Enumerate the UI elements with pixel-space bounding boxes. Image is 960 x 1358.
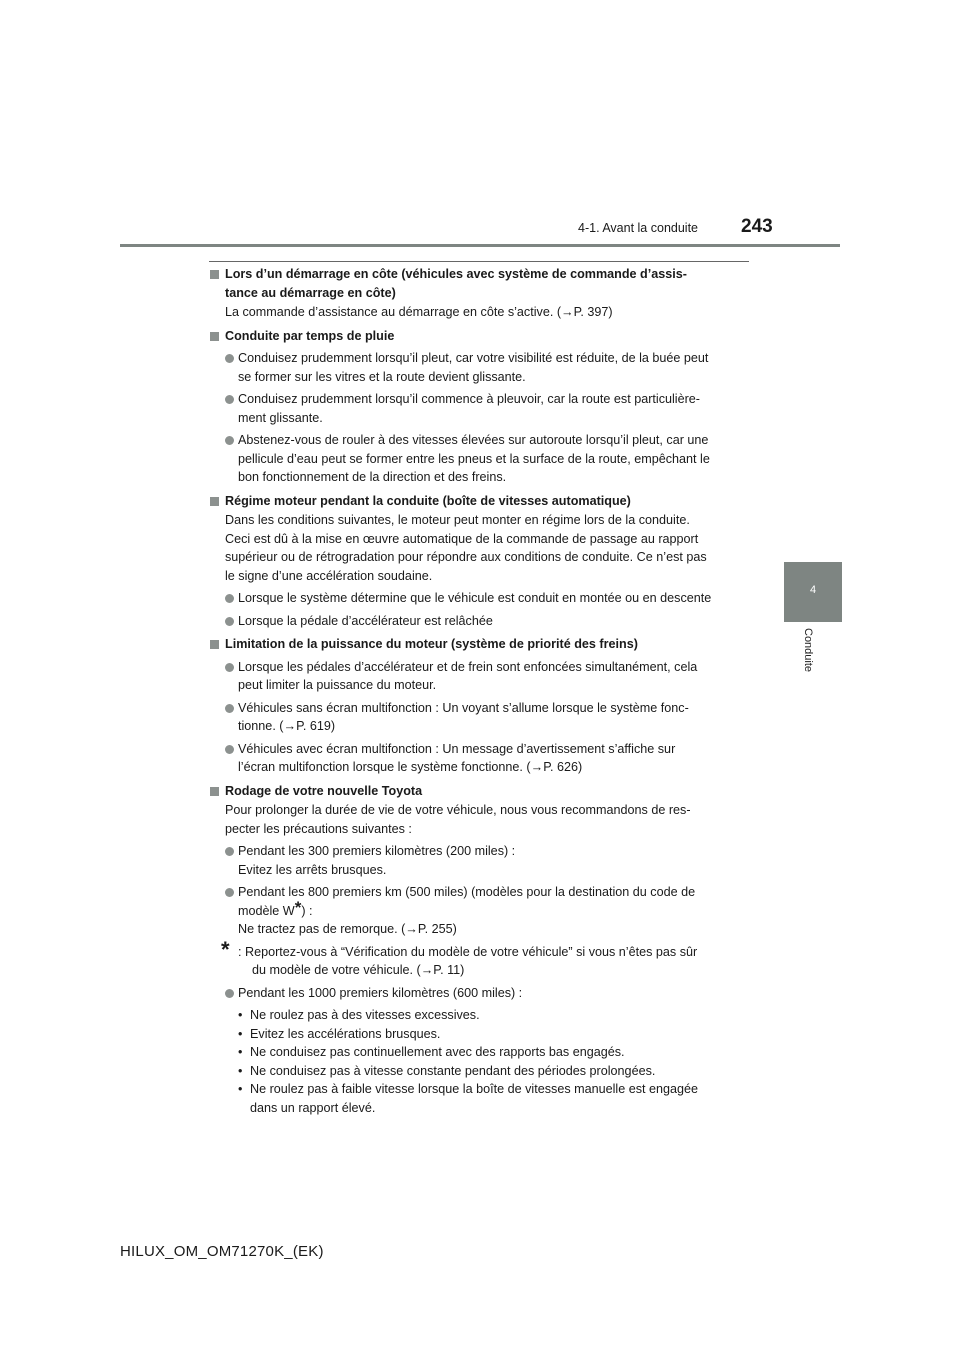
bullet-line: tionne. (→P. 619) [238,719,336,733]
bullet-item [210,740,750,777]
bullet-line: Pendant les 1000 premiers kilomètres (600 miles) : [238,985,523,1000]
bullet-line: Evitez les arrêts brusques. [238,862,387,877]
dot-marker: • [238,1026,243,1041]
round-bullet-icon [225,436,234,445]
footnote [210,936,750,980]
round-bullet-icon [225,989,234,998]
sub-list [210,1006,750,1117]
bullet-line: Véhicules avec écran multifonction : Un message d’avertissement s’affiche sur [238,741,676,756]
section-heading [210,265,750,302]
bullet-line: bon fonctionnement de la direction et des freins. [238,470,507,484]
footnote-line: du modèle de votre véhicule. (→P. 11) [252,963,465,977]
footnote-marker: * [294,897,302,917]
square-bullet-icon [210,270,219,279]
paragraph-line: La commande d’assistance au démarrage en côte s’active. (→P. 397) [225,305,613,319]
content [210,265,750,1117]
bullet-line: Pendant les 300 premiers kilomètres (200 miles) : [238,844,516,858]
bullet-item [210,431,750,487]
square-bullet-icon [210,497,219,506]
paragraph-line: le signe d’une accélération soudaine. [225,568,433,583]
bullet-line [238,897,750,921]
sub-list-item [210,1062,750,1081]
paragraph [210,303,750,322]
dot-marker: • [238,1045,243,1059]
heading-line: tance au démarrage en côte) [225,285,396,300]
sub-item-line: Ne conduisez pas continuellement avec des rapports bas engagés. [250,1045,625,1059]
round-bullet-icon [225,395,234,404]
heading-line: Lors d’un démarrage en côte (véhicules avec système de commande d’assis- [225,267,687,281]
square-bullet-icon [210,787,219,796]
paragraph-line: Pour prolonger la durée de vie de votre véhicule, nous vous recommandons de res- [225,803,691,817]
bullet-line: pellicule d’eau peut se former entre les pneus et la surface de la route, empêchant le [238,451,710,466]
bullet-line: Véhicules sans écran multifonction : Un voyant s’allume lorsque le système fonc- [238,700,689,715]
bullet-item [210,883,750,939]
sub-item-line: Ne roulez pas à des vitesses excessives. [250,1008,480,1022]
bullet-line: Conduisez prudemment lorsqu’il commence à pleuvoir, car la route est particulière- [238,392,700,406]
sub-list-item [210,1080,750,1117]
sub-list-item [210,1025,750,1044]
round-bullet-icon [225,888,234,897]
header-rule [120,244,840,247]
round-bullet-icon [225,847,234,856]
chapter-tab-number: 4 [809,584,817,596]
bullet-line: Lorsque la pédale d’accélérateur est relâchée [238,613,493,628]
section-heading [210,635,750,654]
bullet-item [210,390,750,427]
bullet-item [210,699,750,736]
round-bullet-icon [225,354,234,363]
paragraph [210,511,750,585]
round-bullet-icon [225,745,234,754]
chapter-tab [784,562,842,622]
bullet-line: ment glissante. [238,410,323,425]
dot-marker: • [238,1008,243,1022]
round-bullet-icon [225,594,234,603]
paragraph-line: Ceci est dû à la mise en œuvre automatique de la commande de passage au rapport [225,531,699,546]
paragraph-line: supérieur ou de rétrogradation pour répondre aux conditions de conduite. Ce n’est pas [225,550,707,564]
section-heading [210,782,750,801]
sub-list-item [210,1043,750,1062]
section-title: 4-1. Avant la conduite [578,221,698,235]
heading-line: Rodage de votre nouvelle Toyota [225,783,423,798]
bullet-item [210,349,750,386]
square-bullet-icon [210,640,219,649]
bullet-line: Lorsque les pédales d’accélérateur et de frein sont enfoncées simultanément, cela [238,659,698,674]
dot-marker: • [238,1082,243,1096]
page-number: 243 [741,216,773,237]
bullet-text: modèle W [238,903,295,918]
section-heading [210,492,750,511]
document-code: HILUX_OM_OM71270K_(EK) [120,1243,324,1260]
sub-item-line: Ne conduisez pas à vitesse constante pendant des périodes prolongées. [250,1063,656,1078]
square-bullet-icon [210,332,219,341]
sub-item-line: Ne roulez pas à faible vitesse lorsque la boîte de vitesses manuelle est engagée [250,1082,699,1096]
content-top-rule [209,261,749,262]
round-bullet-icon [225,704,234,713]
paragraph [210,801,750,838]
heading-line: Régime moteur pendant la conduite (boîte de vitesses automatique) [225,493,631,508]
bullet-item [210,589,750,608]
sub-item-line: Evitez les accélérations brusques. [250,1026,441,1041]
footnote-line: : Reportez-vous à “Vérification du modèle de votre véhicule” si vous n’êtes pas sûr [238,944,698,959]
bullet-item [210,658,750,695]
bullet-line: l’écran multifonction lorsque le système fonctionne. (→P. 626) [238,760,583,774]
chapter-tab-label: Conduite [802,628,814,673]
bullet-line: se former sur les vitres et la route devient glissante. [238,369,526,384]
round-bullet-icon [225,663,234,672]
bullet-text: ) : [301,903,313,918]
bullet-item [210,984,750,1003]
bullet-line: Pendant les 800 premiers km (500 miles) (modèles pour la destination du code de [238,885,696,899]
paragraph-line: pecter les précautions suivantes : [225,821,412,836]
bullet-item [210,612,750,631]
heading-line: Conduite par temps de pluie [225,328,395,343]
bullet-line: Ne tractez pas de remorque. (→P. 255) [238,922,457,936]
sub-list-item [210,1006,750,1025]
section-heading [210,327,750,346]
bullet-line: Abstenez-vous de rouler à des vitesses élevées sur autoroute lorsqu’il pleut, car une [238,433,709,447]
bullet-line: Lorsque le système détermine que le véhicule est conduit en montée ou en descente [238,591,712,605]
heading-line: Limitation de la puissance du moteur (système de priorité des freins) [225,637,638,651]
round-bullet-icon [225,617,234,626]
footnote-star: * [221,936,230,962]
bullet-line: peut limiter la puissance du moteur. [238,678,437,692]
bullet-line: Conduisez prudemment lorsqu’il pleut, car votre visibilité est réduite, de la buée peut [238,351,709,365]
bullet-item [210,842,750,879]
dot-marker: • [238,1063,243,1078]
paragraph-line: Dans les conditions suivantes, le moteur peut monter en régime lors de la conduite. [225,513,690,527]
sub-item-line: dans un rapport élevé. [250,1100,376,1115]
